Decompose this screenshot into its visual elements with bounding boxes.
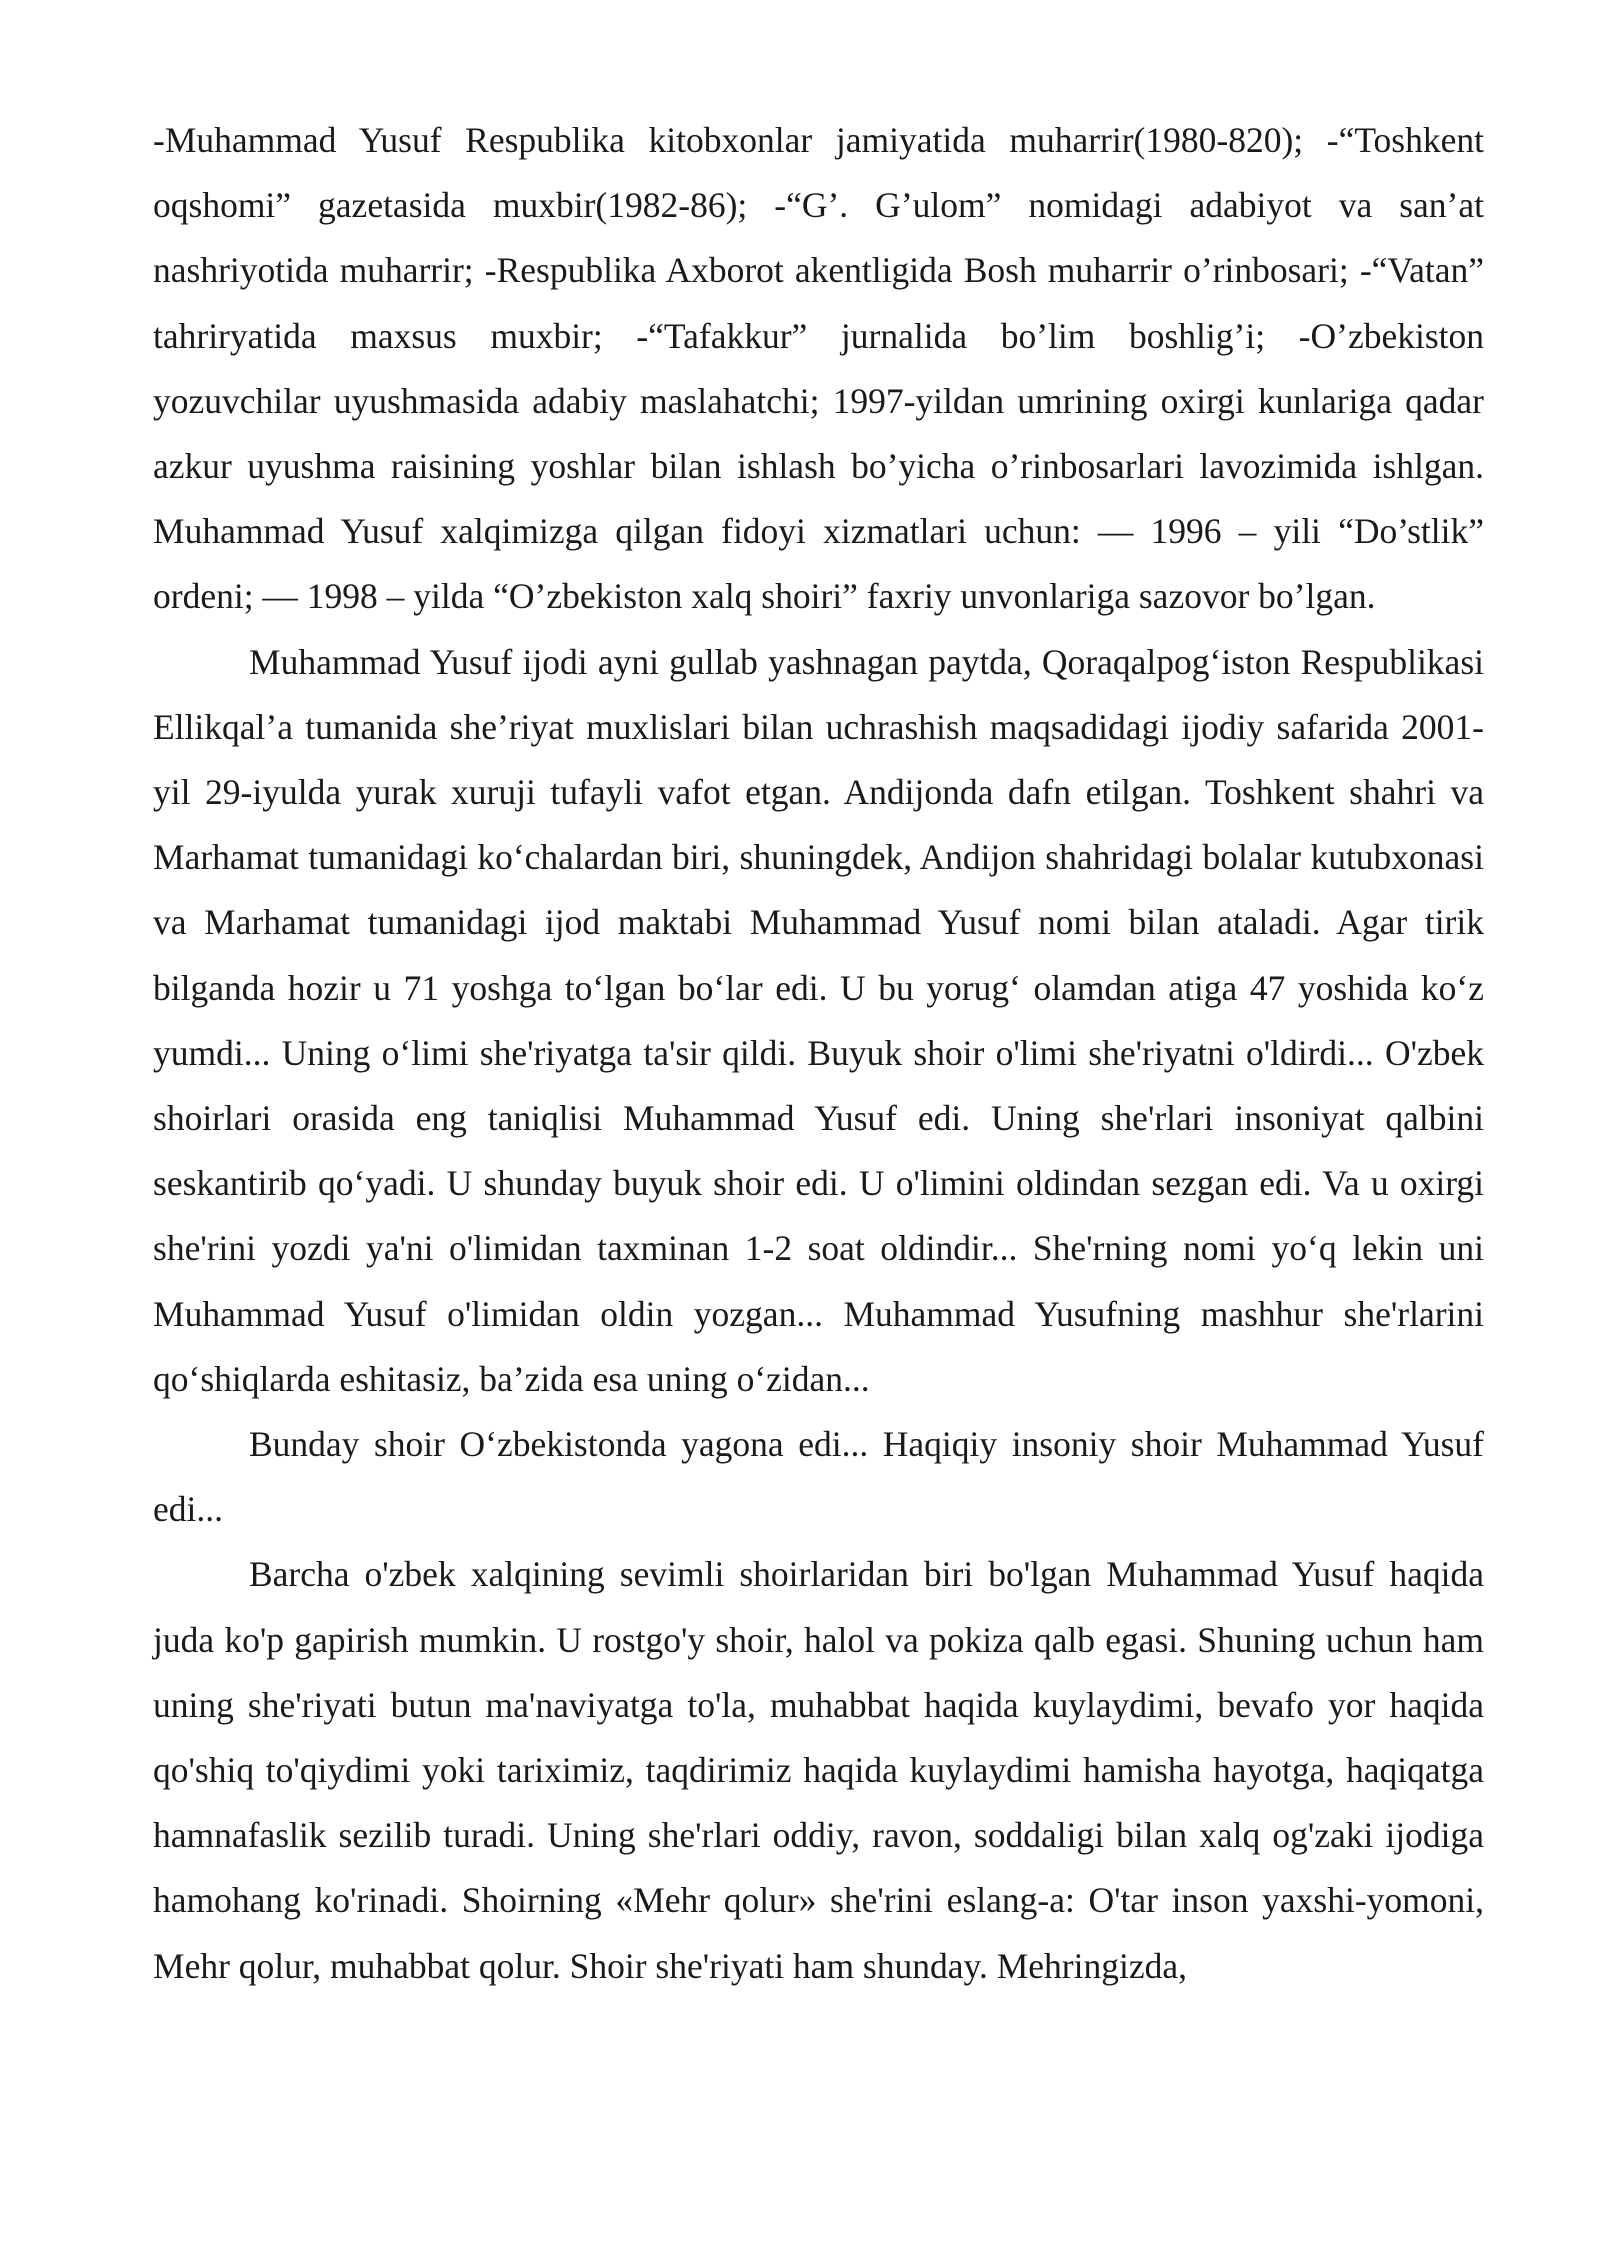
paragraph-career: -Muhammad Yusuf Respublika kitobxonlar jamiyatida muharrir(1980-820); -“Toshkent oqshomi” gazetasida muxbir(1982-86); -“G’. G’ulom” nomidagi adabiyot va san’at nashriyotida muharrir; -Respublika Axborot akentligida Bosh muharrir o’rinbosari; -“Vatan” tahriryatida maxsus muxbir; -“Tafakkur” jurnalida bo’lim boshlig’i; -O’zbekiston yozuvchilar uyushmasida adabiy maslahatchi; 1997-yildan umrining oxirgi kunlariga qadar azkur uyushma raisining yoshlar bilan ishlash bo’yicha o’rinbosarlari lavozimida ishlgan. Muhammad Yusuf xalqimizga qilgan fidoyi xizmatlari uchun: — 1996 – yili “Do’stlik” ordeni; — 1998 – yilda “O’zbekiston xalq shoiri” faxriy unvonlariga sazovor bo’lgan. — [153, 120, 1484, 617]
document-body — [153, 108, 1484, 1999]
paragraph-unique-poet: Bunday shoir O‘zbekistonda yagona edi... Haqiqiy insoniy shoir Muhammad Yusuf edi... — [153, 1424, 1484, 1530]
paragraph-biography: Muhammad Yusuf ijodi ayni gullab yashnagan paytda, Qoraqalpog‘iston Respublikasi Ellikqal’a tumanida she’riyat muxlislari bilan uchrashish maqsadidagi ijodiy safarida 2001-yil 29-iyulda yurak xuruji tufayli vafot etgan. Andijonda dafn etilgan. Toshkent shahri va Marhamat tumanidagi ko‘chalardan biri, shuningdek, Andijon shahridagi bolalar kutubxonasi va Marhamat tumanidagi ijod maktabi Muhammad Yusuf nomi bilan ataladi. Agar tirik bilganda hozir u 71 yoshga to‘lgan bo‘lar edi. U bu yorug‘ olamdan atiga 47 yoshida ko‘z yumdi... Uning o‘limi she'riyatga ta'sir qildi. Buyuk shoir o'limi she'riyatni o'ldirdi... O'zbek shoirlari orasida eng taniqlisi Muhammad Yusuf edi. Uning she'rlari insoniyat qalbini seskantirib qo‘yadi. U shunday buyuk shoir edi. U o'limini oldindan sezgan edi. Va u oxirgi she'rini yozdi ya'ni o'limidan taxminan 1-2 soat oldindir... She'rning nomi yo‘q lekin uni Muhammad Yusuf o'limidan oldin yozgan... Muhammad Yusufning mashhur she'rlarini qo‘shiqlarda eshitasiz, ba’zida esa uning o‘zidan... — [153, 641, 1484, 1399]
paragraph-poetry: Barcha o'zbek xalqining sevimli shoirlaridan biri bo'lgan Muhammad Yusuf haqida juda ko'p gapirish mumkin. U rostgo'y shoir, halol va pokiza qalb egasi. Shuning uchun ham uning she'riyati butun ma'naviyatga to'la, muhabbat haqida kuylaydimi, bevafo yor haqida qo'shiq to'qiydimi yoki tariximiz, taqdirimiz haqida kuylaydimi hamisha hayotga, haqiqatga hamnafaslik sezilib turadi. Uning she'rlari oddiy, ravon, soddaligi bilan xalq og'zaki ijodiga hamohang ko'rinadi. Shoirning «Mehr qolur» she'rini eslang-a: O'tar inson yaxshi-yomoni, Mehr qolur, muhabbat qolur. Shoir she'riyati ham shunday. Mehringizda, — [153, 1554, 1484, 1986]
